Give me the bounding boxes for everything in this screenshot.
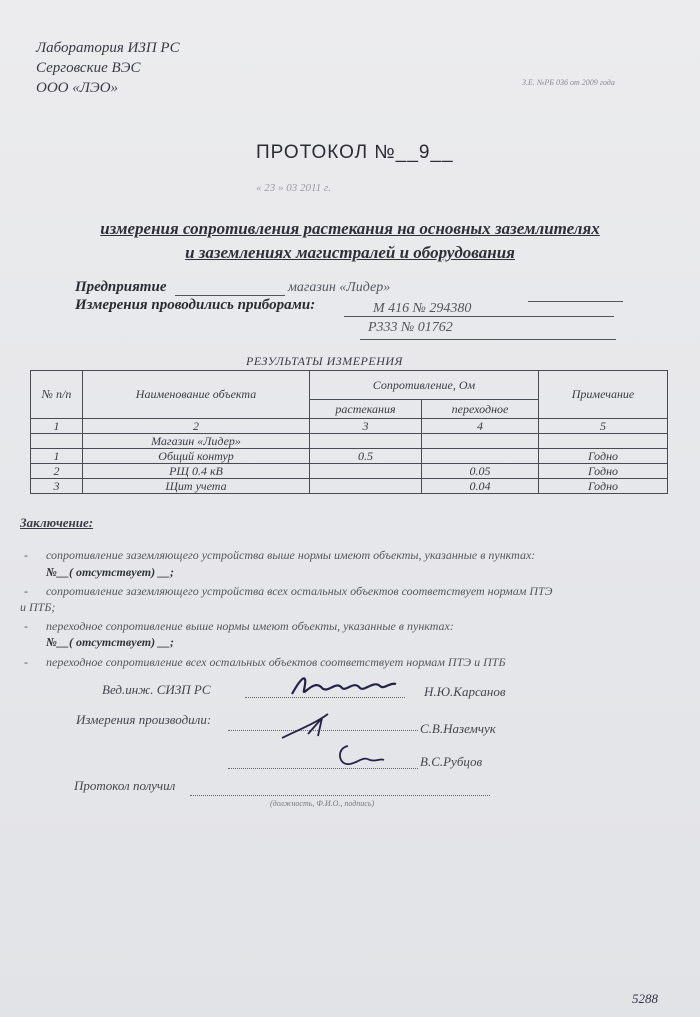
row-num: 1 (31, 449, 83, 464)
section-note-cell (539, 434, 668, 449)
org-line-1: Лаборатория ИЗП РС (36, 40, 180, 56)
section-num-cell (31, 434, 83, 449)
conclusion-bullet-2: сопротивление заземляющего устройства всех остальных объектов соответствует нормам ПТЭ (46, 584, 553, 598)
row-num: 2 (31, 464, 83, 479)
row-transition: 0.05 (422, 464, 539, 479)
row-object: Общий контур (83, 449, 310, 464)
table-row (31, 479, 668, 494)
results-table (30, 370, 668, 494)
org-line-2: Серговские ВЭС (36, 60, 141, 76)
conclusion-bullet-1: сопротивление заземляющего устройства выше нормы имеют объекты, указанные в пунктах: (46, 548, 536, 562)
section-spread-cell (310, 434, 422, 449)
instrument-1: М 416 № 294380 (373, 301, 472, 316)
heading-line-1: измерения сопротивления растекания на основных заземлителях (100, 219, 600, 238)
row-transition: 0.04 (422, 479, 539, 494)
section-title: Магазин «Лидер» (83, 434, 310, 449)
col-number-5: 5 (539, 419, 668, 434)
enterprise-label: Предприятие (75, 279, 167, 295)
col-number-3: 3 (310, 419, 422, 434)
heading-line-2: и заземлениях магистралей и оборудования (185, 243, 515, 262)
row-note: Годно (539, 464, 668, 479)
instruments-label: Измерения проводились приборами: (75, 297, 316, 313)
handwritten-stamp: 5288 (632, 991, 658, 1006)
reference-number: З.Е. №РБ 036 от 2009 года (522, 78, 615, 87)
bullet-dash: - (24, 619, 28, 633)
table-row (31, 464, 668, 479)
row-spread (310, 464, 422, 479)
enterprise-value: магазин «Лидер» (288, 280, 391, 295)
row-object: Щит учета (83, 479, 310, 494)
protocol-title: ПРОТОКОЛ №__9__ (256, 142, 454, 163)
row-transition (422, 449, 539, 464)
header-spread: растекания (310, 400, 422, 419)
header-object: Наименование объекта (83, 371, 310, 419)
received-label: Протокол получил (74, 778, 176, 793)
row-note: Годно (539, 479, 668, 494)
instrument-2: Р333 № 01762 (368, 320, 453, 335)
lead-engineer-name: Н.Ю.Карсанов (424, 684, 506, 699)
section-transition-cell (422, 434, 539, 449)
bullet-dash: - (24, 548, 28, 562)
column-numbers-row (31, 419, 668, 434)
measured-name-2: В.С.Рубцов (420, 754, 483, 769)
header-resistance: Сопротивление, Ом (310, 371, 539, 400)
lead-signature-image (284, 668, 404, 704)
measured-name-1: С.В.Наземчук (420, 721, 496, 736)
received-signature-line (190, 795, 490, 796)
bullet-dash: - (24, 584, 28, 598)
enterprise-underline-end (528, 301, 623, 302)
row-object: РЩ 0.4 кВ (83, 464, 310, 479)
org-line-3: ООО «ЛЭО» (36, 80, 119, 96)
row-num: 3 (31, 479, 83, 494)
row-spread: 0.5 (310, 449, 422, 464)
row-note: Годно (539, 449, 668, 464)
bullet-dash: - (24, 655, 28, 669)
conclusion-bullet-3: переходное сопротивление выше нормы имеют объекты, указанные в пунктах: (46, 619, 454, 633)
header-note: Примечание (539, 371, 668, 419)
row-spread (310, 479, 422, 494)
measured-by-label: Измерения производили: (76, 712, 212, 727)
section-row (31, 434, 668, 449)
measured-signature-image-2 (330, 738, 390, 774)
conclusion-title: Заключение: (20, 515, 94, 530)
col-number-4: 4 (422, 419, 539, 434)
col-number-2: 2 (83, 419, 310, 434)
col-number-1: 1 (31, 419, 83, 434)
conclusion-bullet-3-number: №__( отсутствует) __; (46, 635, 175, 649)
lead-engineer-label: Вед.инж. СИЗП РС (102, 682, 211, 697)
conclusion-bullet-1-number: №__( отсутствует) __; (46, 565, 175, 579)
enterprise-underline (175, 295, 285, 296)
results-caption: РЕЗУЛЬТАТЫ ИЗМЕРЕНИЯ (246, 354, 403, 368)
header-transition: переходное (422, 400, 539, 419)
protocol-date: « 23 » 03 2011 г. (256, 182, 331, 194)
instruments-underline-2 (360, 339, 616, 340)
table-row (31, 449, 668, 464)
conclusion-bullet-2-continuation: и ПТБ; (20, 600, 56, 614)
conclusion-bullet-4: переходное сопротивление всех остальных объектов соответствует нормам ПТЭ и ПТБ (46, 655, 506, 669)
header-num: № п/п (31, 371, 83, 419)
received-caption: (должность, Ф.И.О., подпись) (270, 799, 375, 808)
